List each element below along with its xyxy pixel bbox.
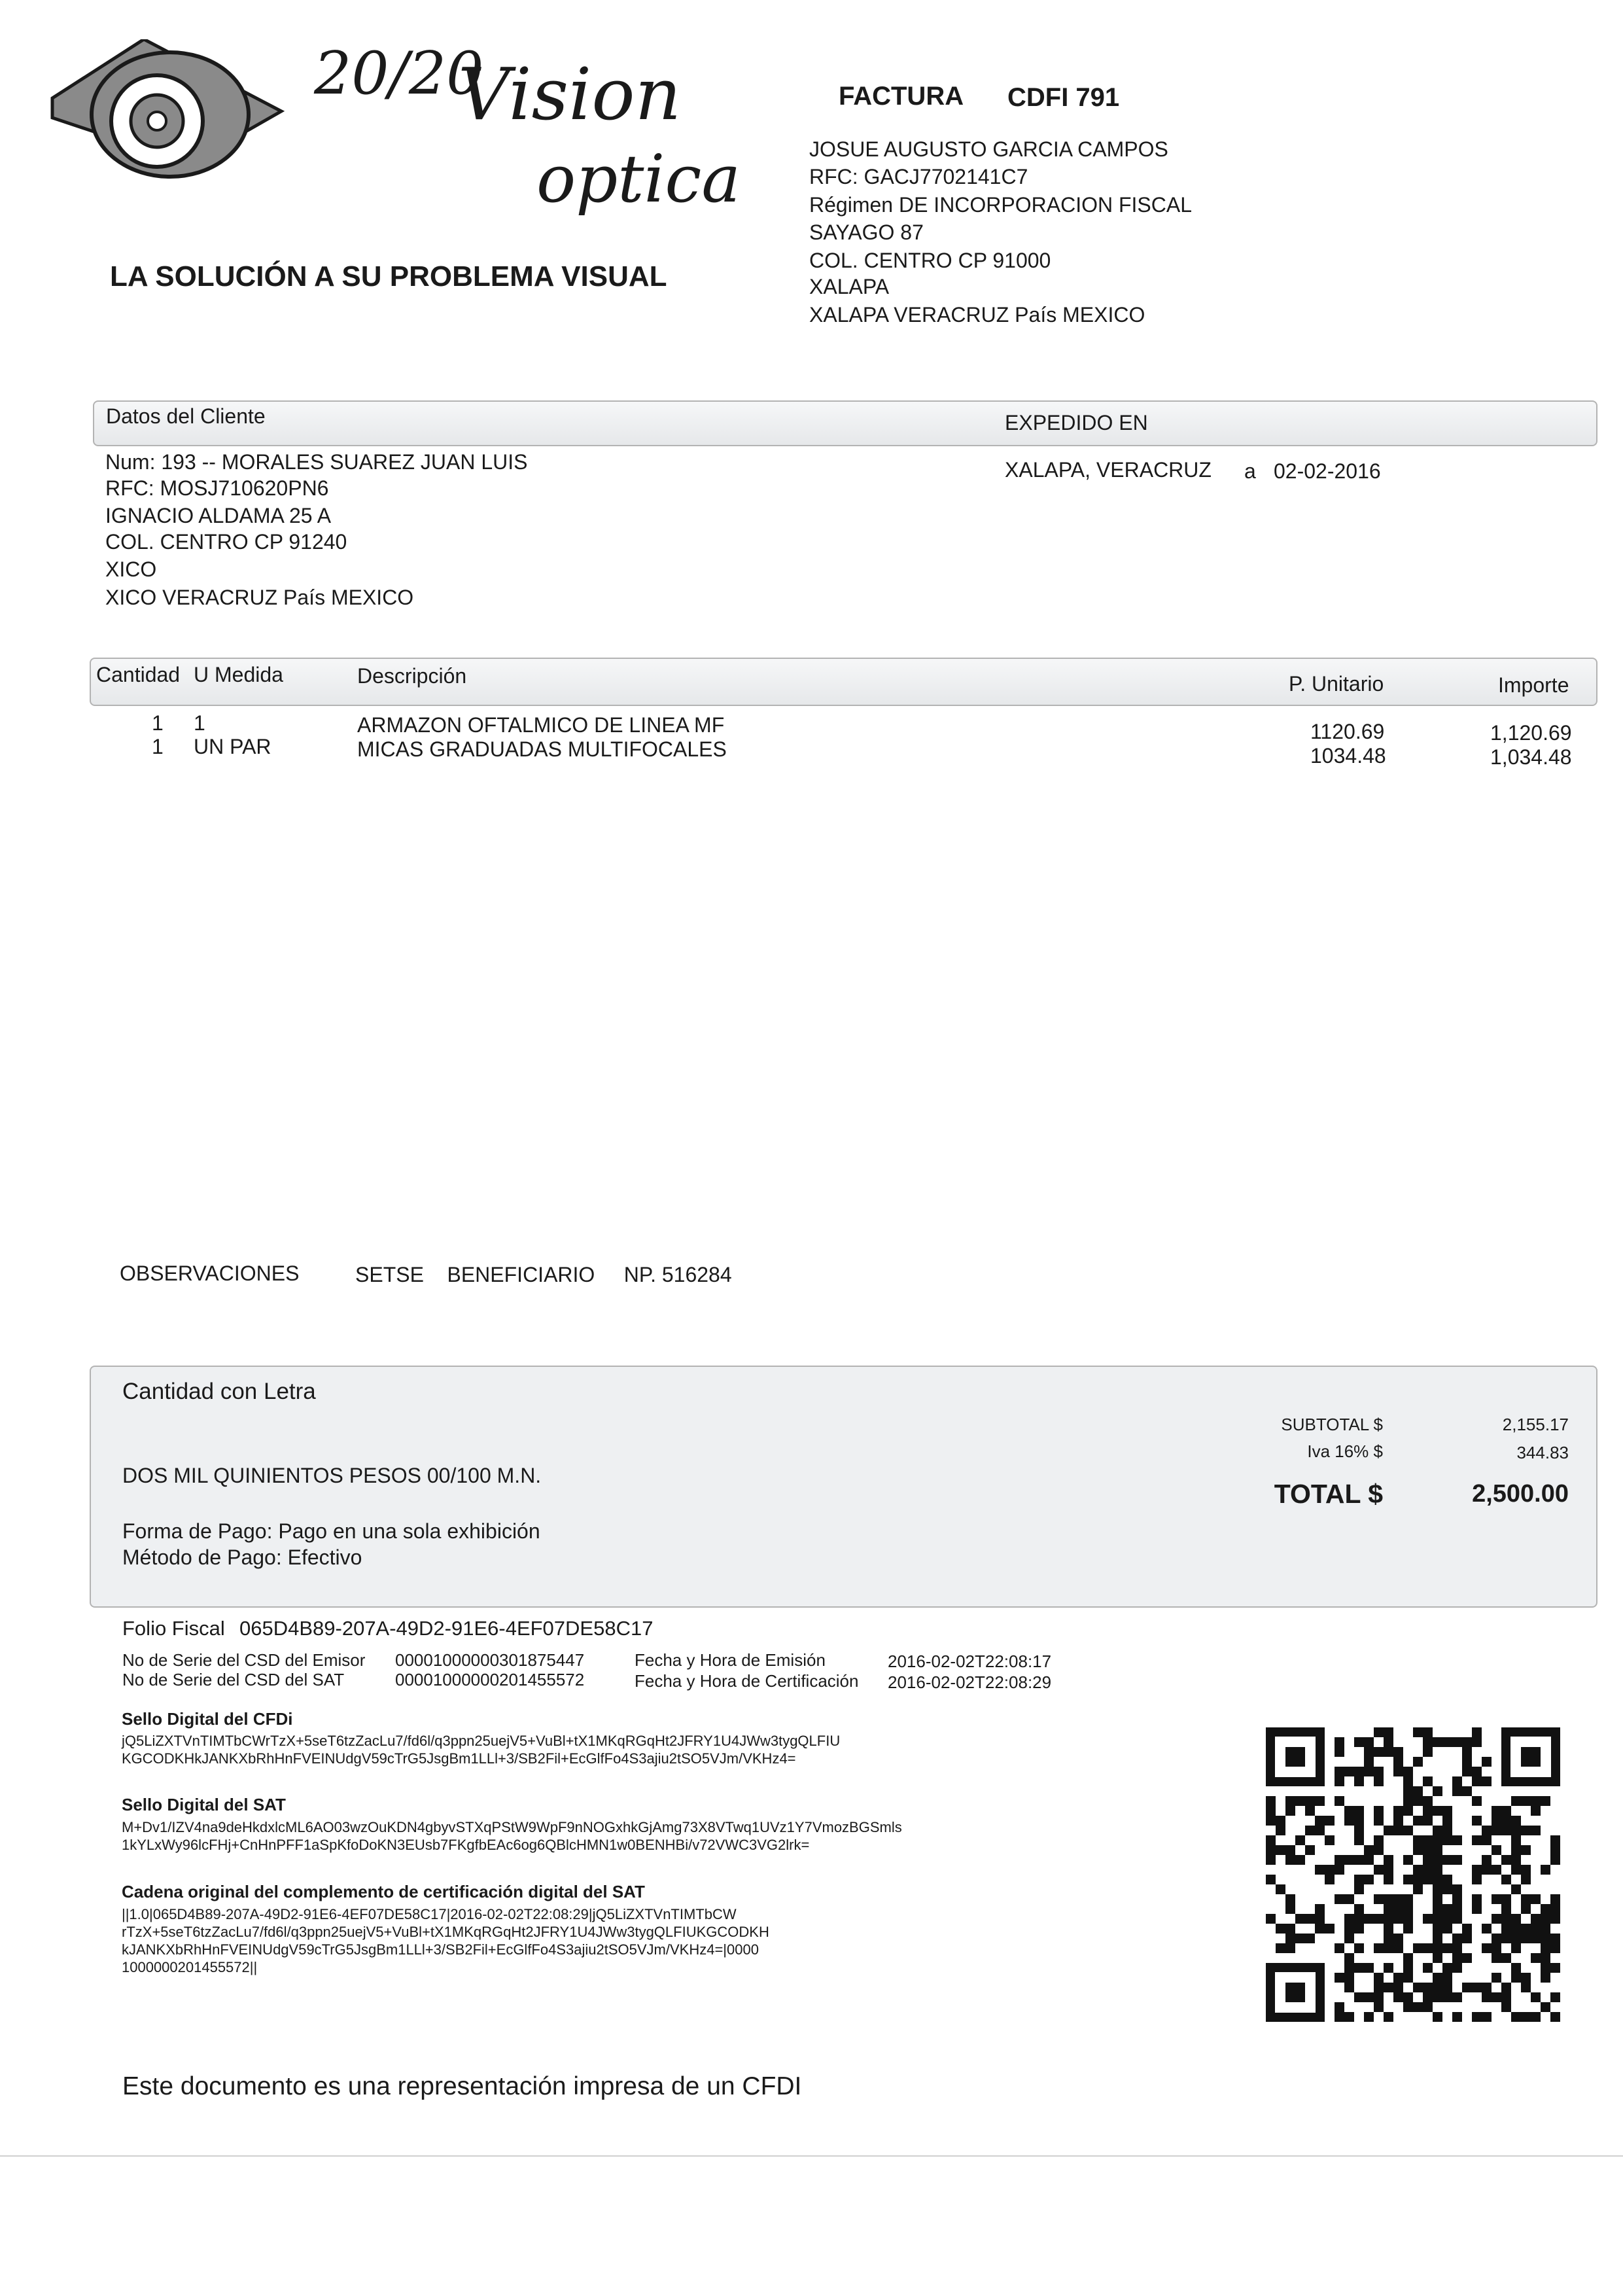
certificacion-label: Fecha y Hora de Certificación xyxy=(635,1671,859,1691)
observaciones-label: OBSERVACIONES xyxy=(120,1262,300,1285)
client-city: XICO xyxy=(105,557,157,581)
page-divider xyxy=(0,2155,1623,2157)
expedido-a: a xyxy=(1244,459,1256,483)
subtotal-label: SUBTOTAL $ xyxy=(1281,1415,1383,1434)
total-value: 2,500.00 xyxy=(1472,1480,1569,1508)
emision-value: 2016-02-02T22:08:17 xyxy=(888,1651,1052,1671)
row-unitario: 1120.69 xyxy=(1310,720,1385,743)
logo-number: 20/20 xyxy=(314,39,484,108)
issuer-name: JOSUE AUGUSTO GARCIA CAMPOS xyxy=(809,137,1168,161)
row-medida: UN PAR xyxy=(194,735,271,758)
client-state-line: XICO VERACRUZ País MEXICO xyxy=(105,586,414,609)
total-label: TOTAL $ xyxy=(1274,1479,1383,1509)
expedido-place: XALAPA, VERACRUZ xyxy=(1005,458,1212,482)
logo-sub: optica xyxy=(536,141,741,217)
issuer-rfc: RFC: GACJ7702141C7 xyxy=(809,165,1028,188)
client-section-label: Datos del Cliente xyxy=(106,404,266,428)
row-descripcion: MICAS GRADUADAS MULTIFOCALES xyxy=(357,737,727,761)
client-street: IGNACIO ALDAMA 25 A xyxy=(105,504,332,527)
row-cantidad: 1 xyxy=(152,735,164,758)
client-colonia: COL. CENTRO CP 91240 xyxy=(105,530,347,554)
cadena-line: ||1.0|065D4B89-207A-49D2-91E6-4EF07DE58C17|2016-02-02T22:08:29|jQ5LiZXTVnTIMTbCW xyxy=(122,1906,737,1922)
sello-sat-line: 1kYLxWy96lcFHj+CnHnPFF1aSpKfoDoKN3EUsb7FKgfbEAc6og6QBlcHMN1w0BENHBi/v72VWC3VG2lrk= xyxy=(122,1837,810,1853)
client-rfc: RFC: MOSJ710620PN6 xyxy=(105,476,329,500)
doc-type: FACTURA xyxy=(839,82,964,111)
csd-sat-label: No de Serie del CSD del SAT xyxy=(122,1670,345,1689)
col-descripcion: Descripción xyxy=(357,664,467,688)
col-medida: U Medida xyxy=(194,663,283,686)
sello-sat-label: Sello Digital del SAT xyxy=(122,1795,286,1814)
row-descripcion: ARMAZON OFTALMICO DE LINEA MF xyxy=(357,713,725,737)
csd-sat-value: 00001000000201455572 xyxy=(395,1670,585,1689)
client-num-line: Num: 193 -- MORALES SUAREZ JUAN LUIS xyxy=(105,450,528,474)
issuer-street: SAYAGO 87 xyxy=(809,221,924,244)
folio-label: Folio Fiscal xyxy=(122,1617,225,1640)
row-importe: 1,034.48 xyxy=(1490,745,1572,769)
sello-cfdi-line: KGCODKHkJANKXbRhHnFVEINUdgV59cTrG5JsgBm1LLl+3/SB2Fil+EcGlfFo4S3ajiu2tSO5VJm/VKHz4= xyxy=(122,1750,796,1767)
cadena-label: Cadena original del complemento de certificación digital del SAT xyxy=(122,1882,645,1901)
row-importe: 1,120.69 xyxy=(1490,721,1572,745)
cadena-line: kJANKXbRhHnFVEINUdgV59cTrG5JsgBm1LLl+3/SB2Fil+EcGlfFo4S3ajiu2tSO5VJm/VKHz4=|0000 xyxy=(122,1941,759,1958)
expedido-label: EXPEDIDO EN xyxy=(1005,411,1148,434)
cadena-line: 1000000201455572|| xyxy=(122,1959,258,1975)
issuer-state-line: XALAPA VERACRUZ País MEXICO xyxy=(809,303,1145,327)
forma-pago: Forma de Pago: Pago en una sola exhibición xyxy=(122,1519,540,1543)
expedido-date: 02-02-2016 xyxy=(1274,459,1381,483)
subtotal-value: 2,155.17 xyxy=(1502,1415,1569,1434)
col-importe: Importe xyxy=(1498,673,1569,697)
csd-emisor-label: No de Serie del CSD del Emisor xyxy=(122,1650,366,1670)
issuer-city: XALAPA xyxy=(809,275,890,298)
issuer-colonia: COL. CENTRO CP 91000 xyxy=(809,249,1051,272)
observaciones-text: SETSE BENEFICIARIO NP. 516284 xyxy=(355,1263,732,1286)
iva-value: 344.83 xyxy=(1516,1443,1569,1462)
client-header-bar xyxy=(93,400,1597,446)
qr-code-icon xyxy=(1266,1727,1560,2022)
folio-value: 065D4B89-207A-49D2-91E6-4EF07DE58C17 xyxy=(239,1617,654,1640)
sello-sat-line: M+Dv1/IZV4na9deHkdxlcML6AO03wzOuKDN4gbyvSTXqPStW9WpF9nNOGxhkGjAmg73X8VTwq1UVz1Y7VmozBGSmls xyxy=(122,1819,902,1835)
col-unitario: P. Unitario xyxy=(1289,672,1384,696)
footer-note: Este documento es una representación impresa de un CFDI xyxy=(122,2072,802,2100)
doc-number: CDFI 791 xyxy=(1007,83,1120,112)
csd-emisor-value: 00001000000301875447 xyxy=(395,1650,585,1670)
issuer-regimen: Régimen DE INCORPORACION FISCAL xyxy=(809,193,1193,217)
sello-cfdi-label: Sello Digital del CFDi xyxy=(122,1709,293,1729)
row-cantidad: 1 xyxy=(152,711,164,735)
emision-label: Fecha y Hora de Emisión xyxy=(635,1650,826,1670)
sello-cfdi-line: jQ5LiZXTVnTIMTbCWrTzX+5seT6tzZacLu7/fd6l/q3ppn25uejV5+VuBl+tX1MKqRGqHt2JFRY1U4JWw3tygQLFIU xyxy=(122,1733,841,1749)
letra-label: Cantidad con Letra xyxy=(122,1379,316,1404)
letra-value: DOS MIL QUINIENTOS PESOS 00/100 M.N. xyxy=(122,1464,542,1487)
tagline: LA SOLUCIÓN A SU PROBLEMA VISUAL xyxy=(110,260,667,292)
cadena-line: rTzX+5seT6tzZacLu7/fd6l/q3ppn25uejV5+VuBl+tX1MKqRGqHt2JFRY1U4JWw3tygQLFIUKGCODKH xyxy=(122,1924,769,1940)
row-medida: 1 xyxy=(194,711,205,735)
metodo-pago: Método de Pago: Efectivo xyxy=(122,1545,362,1569)
col-cantidad: Cantidad xyxy=(96,663,181,686)
certificacion-value: 2016-02-02T22:08:29 xyxy=(888,1672,1052,1692)
eye-logo-icon xyxy=(46,39,288,236)
row-unitario: 1034.48 xyxy=(1310,744,1386,768)
iva-label: Iva 16% $ xyxy=(1307,1441,1383,1461)
logo-brand: Vision xyxy=(458,52,682,136)
